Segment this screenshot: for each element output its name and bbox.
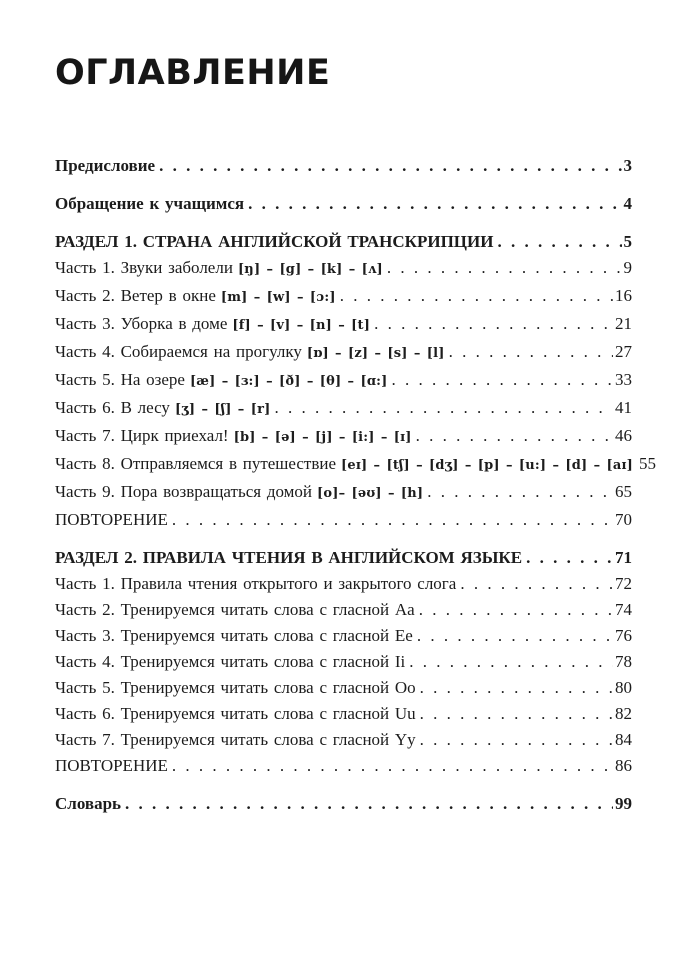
toc-entry: [55, 545, 632, 571]
toc-entry-label: [55, 283, 336, 311]
toc-entry-text: Часть 6. В лесу: [55, 398, 170, 417]
toc-entry: [55, 675, 632, 701]
toc-entry-text: Часть 7. Тренируемся читать слова с гласной Yy: [55, 730, 416, 749]
toc-entry-page: 78: [615, 652, 632, 671]
toc-entry-text: Часть 2. Тренируемся читать слова с гласной Aa: [55, 600, 415, 619]
toc-entry: [55, 153, 632, 179]
toc-leader-dots: [159, 153, 621, 179]
toc-entry-text: Часть 1. Правила чтения открытого и закрытого слога: [55, 574, 457, 593]
toc-entry-page: 99: [615, 794, 632, 813]
toc-entry-label: [55, 545, 522, 571]
page-title: ОГЛАВЛЕНИЕ: [55, 53, 331, 93]
toc-entry-page: 5: [623, 232, 632, 251]
toc-entry-label: [55, 479, 423, 507]
toc-entry: [55, 623, 632, 649]
toc-entry-page: 21: [615, 314, 632, 333]
toc-leader-dots: [419, 597, 613, 623]
toc-entry: [55, 423, 632, 451]
toc-leader-dots: [420, 675, 613, 701]
toc-leader-dots: [125, 791, 613, 817]
toc-entry-page: 16: [615, 286, 632, 305]
toc-entry-text: Часть 2. Ветер в окне: [55, 286, 216, 305]
toc-entry-text: Часть 5. Тренируемся читать слова с гласной Oo: [55, 678, 416, 697]
toc-entry-label: [55, 451, 633, 479]
toc-leader-dots: [460, 571, 613, 597]
toc-entry: [55, 191, 632, 217]
toc-entry: [55, 367, 632, 395]
toc-entry-page: 84: [615, 730, 632, 749]
toc-entry: [55, 479, 632, 507]
toc-leader-dots: [248, 191, 621, 217]
toc-leader-dots: [409, 649, 613, 675]
toc-entry: [55, 507, 632, 533]
toc-leader-dots: [172, 507, 613, 533]
toc-entry-text: РАЗДЕЛ 2. ПРАВИЛА ЧТЕНИЯ В АНГЛИЙСКОМ ЯЗЫКЕ: [55, 548, 523, 567]
toc-entry: [55, 311, 632, 339]
toc-entry-phonetics: [æ] – [ɜ:] – [ð] – [θ] – [ɑ:]: [189, 374, 388, 389]
toc-entry-label: [55, 753, 168, 779]
toc-leader-dots: [449, 339, 613, 365]
toc-entry-text: Часть 7. Цирк приехал!: [55, 426, 229, 445]
toc-entry-phonetics: [o]– [əʊ] – [h]: [317, 486, 424, 501]
toc-entry-page: 72: [615, 574, 632, 593]
toc-entry-phonetics: [f] – [v] – [n] – [t]: [232, 318, 371, 333]
toc-entry-label: [55, 153, 155, 179]
toc-entry: [55, 753, 632, 779]
toc-entry-page: 27: [615, 342, 632, 361]
toc-leader-dots: [387, 255, 622, 281]
toc-entry-page: 46: [615, 426, 632, 445]
toc-entry-label: [55, 311, 370, 339]
toc-leader-dots: [416, 423, 613, 449]
toc-leader-dots: [391, 367, 613, 393]
toc-list: [55, 153, 657, 817]
toc-entry: [55, 597, 632, 623]
toc-entry-phonetics: [b] – [ə] – [j] – [i:] – [ɪ]: [233, 430, 412, 445]
toc-entry: [55, 727, 632, 753]
toc-entry: [55, 229, 632, 255]
toc-entry: [55, 283, 632, 311]
toc-entry-label: [55, 339, 445, 367]
toc-entry-label: [55, 791, 121, 817]
toc-leader-dots: [420, 701, 613, 727]
toc-entry-text: ПОВТОРЕНИЕ: [55, 510, 168, 529]
toc-entry-label: [55, 367, 387, 395]
toc-entry-label: [55, 649, 405, 675]
toc-entry-text: Обращение к учащимся: [55, 194, 245, 213]
toc-entry-text: ПОВТОРЕНИЕ: [55, 756, 168, 775]
toc-entry-label: [55, 507, 168, 533]
toc-entry-text: Часть 3. Уборка в доме: [55, 314, 228, 333]
toc-entry-page: 74: [615, 600, 632, 619]
toc-entry-page: 41: [615, 398, 632, 417]
toc-entry-text: Часть 4. Собираемся на прогулку: [55, 342, 302, 361]
toc-entry-label: [55, 423, 412, 451]
toc-entry-page: 33: [615, 370, 632, 389]
toc-entry-page: 86: [615, 756, 632, 775]
toc-entry: [55, 701, 632, 727]
toc-entry-text: Часть 3. Тренируемся читать слова с гласной Ee: [55, 626, 413, 645]
toc-entry-phonetics: [ʒ] – [ʃ] – [r]: [174, 402, 271, 417]
toc-leader-dots: [427, 479, 613, 505]
toc-entry: [55, 395, 632, 423]
toc-entry-text: Предисловие: [55, 156, 156, 175]
toc-leader-dots: [374, 311, 613, 337]
toc-entry-phonetics: [eɪ] – [tʃ] – [dʒ] – [p] – [u:] – [d] – [aɪ]: [341, 458, 634, 473]
toc-entry-page: 9: [623, 258, 632, 277]
toc-entry-page: 4: [623, 194, 632, 213]
toc-entry-label: [55, 597, 415, 623]
toc-entry-page: 82: [615, 704, 632, 723]
toc-leader-dots: [172, 753, 613, 779]
toc-entry-label: [55, 623, 413, 649]
toc-leader-dots: [340, 283, 613, 309]
toc-entry-page: 71: [615, 548, 632, 567]
toc-entry: [55, 571, 632, 597]
toc-entry-page: 70: [615, 510, 632, 529]
toc-entry-text: Часть 1. Звуки заболели: [55, 258, 233, 277]
toc-entry-text: Часть 6. Тренируемся читать слова с гласной Uu: [55, 704, 416, 723]
toc-entry: [55, 649, 632, 675]
toc-entry-label: [55, 229, 493, 255]
toc-entry-label: [55, 395, 270, 423]
toc-leader-dots: [274, 395, 613, 421]
toc-entry-label: [55, 255, 383, 283]
toc-entry-phonetics: [m] – [w] – [ɔ:]: [220, 290, 336, 305]
toc-entry-phonetics: [ɒ] – [z] – [s] – [l]: [306, 346, 445, 361]
toc-entry-text: Часть 4. Тренируемся читать слова с гласной Ii: [55, 652, 406, 671]
toc-entry-text: Часть 5. На озере: [55, 370, 185, 389]
toc-entry-phonetics: [ŋ] – [g] – [k] – [ʌ]: [237, 262, 383, 277]
toc-entry-page: 76: [615, 626, 632, 645]
toc-entry-page: 80: [615, 678, 632, 697]
toc-entry-text: РАЗДЕЛ 1. СТРАНА АНГЛИЙСКОЙ ТРАНСКРИПЦИИ: [55, 232, 494, 251]
toc-leader-dots: [497, 229, 621, 255]
toc-leader-dots: [526, 545, 613, 571]
toc-entry-label: [55, 675, 416, 701]
toc-entry-label: [55, 191, 244, 217]
toc-entry-text: Часть 8. Отправляемся в путешествие: [55, 454, 336, 473]
toc-leader-dots: [417, 623, 613, 649]
toc-leader-dots: [420, 727, 613, 753]
toc-entry: [55, 339, 632, 367]
toc-entry: [55, 791, 632, 817]
toc-entry-label: [55, 701, 416, 727]
toc-entry-label: [55, 571, 456, 597]
toc-entry: [55, 451, 657, 479]
toc-entry-page: 55: [639, 454, 657, 473]
toc-entry-text: Словарь: [55, 794, 122, 813]
toc-entry-page: 3: [623, 156, 632, 175]
toc-entry-page: 65: [615, 482, 632, 501]
toc-entry-text: Часть 9. Пора возвращаться домой: [55, 482, 313, 501]
toc-entry: [55, 255, 632, 283]
toc-entry-label: [55, 727, 416, 753]
